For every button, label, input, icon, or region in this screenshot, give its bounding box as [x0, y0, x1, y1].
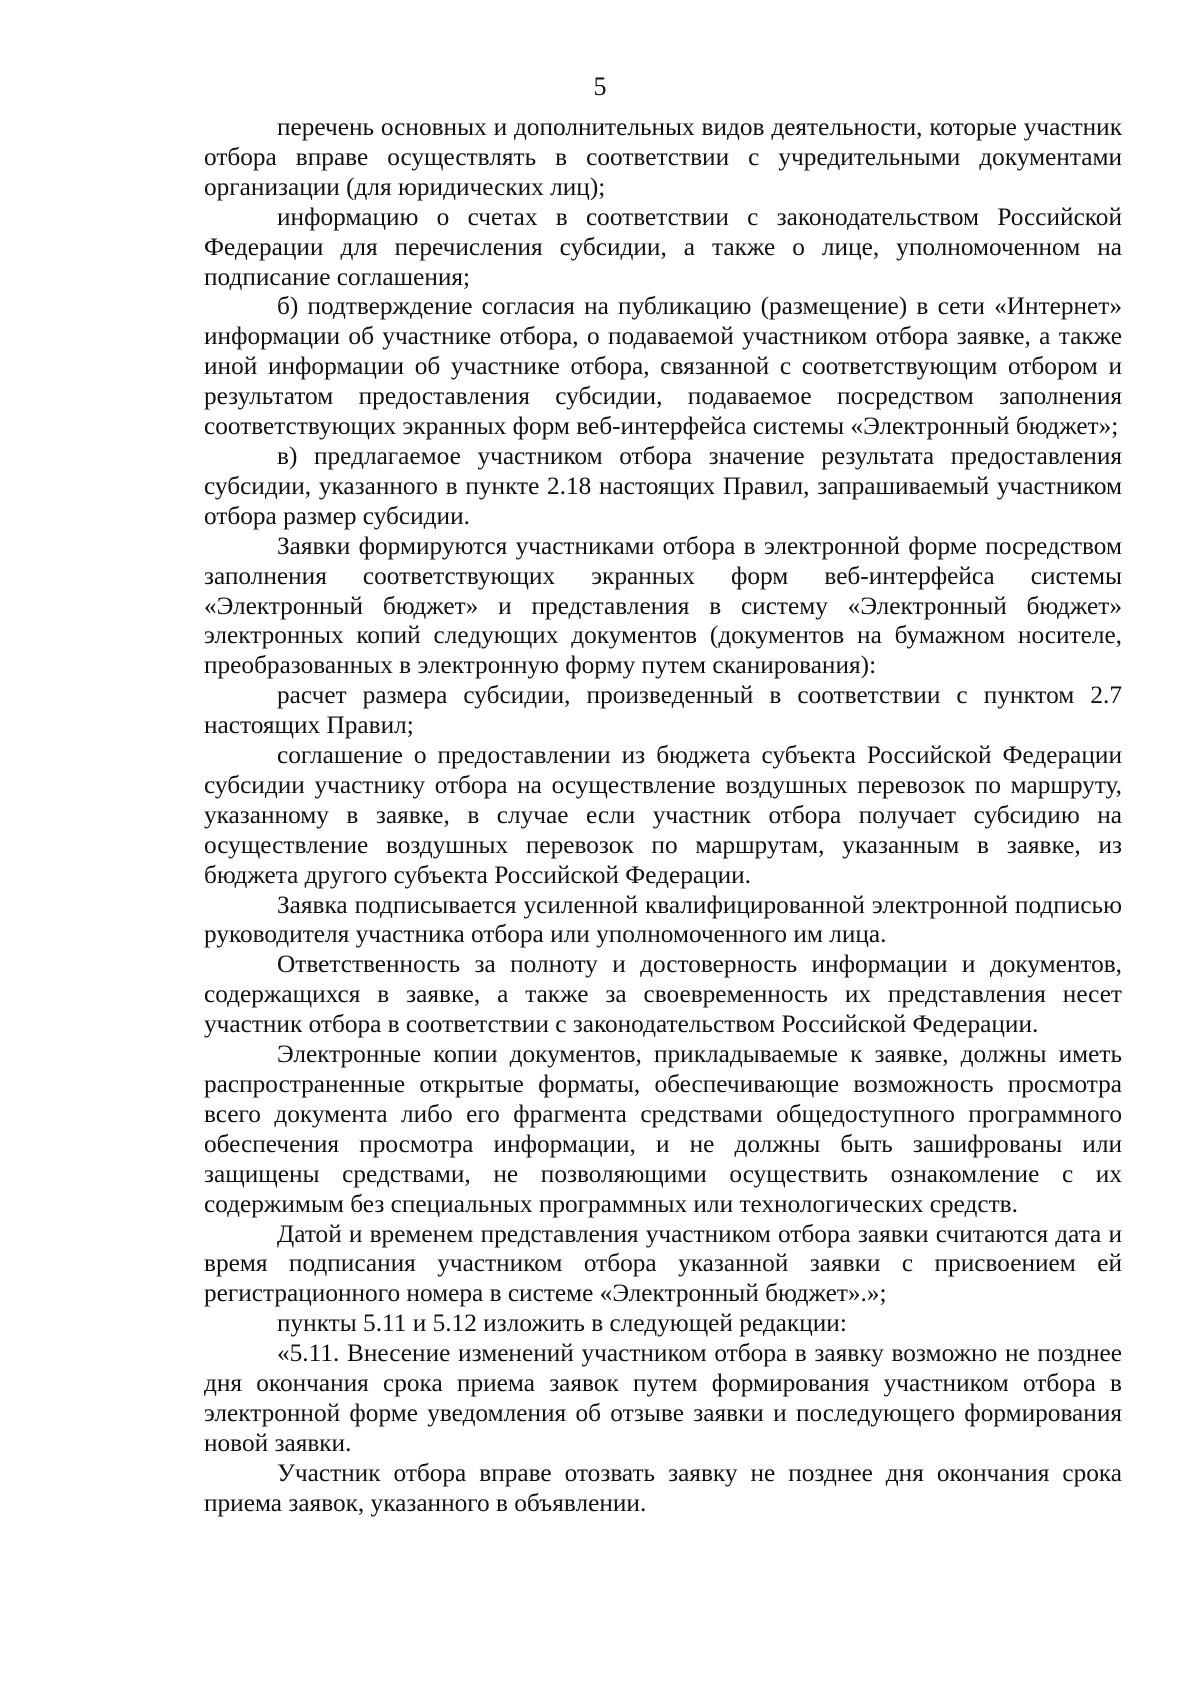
paragraph-signature: Заявка подписывается усиленной квалифицированной электронной подписью руководителя участника отбора или уполномоченного им лица. [204, 890, 1122, 949]
paragraph-proposed-result: в) предлагаемое участником отбора значение результата предоставления субсидии, указанного в пункте 2.18 настоящих Правил, запрашиваемый участником отбора размер субсидии. [204, 441, 1122, 530]
document-body [204, 113, 1122, 1519]
paragraph-application-forming: Заявки формируются участниками отбора в электронной форме посредством заполнения соответствующих экранных форм веб-интерфейса системы «Электронный бюджет» и представления в систему «Электронный бюджет» электронных копий следующих документов (документов на бумажном носителе, преобразованных в электронную форму путем сканирования): [204, 531, 1122, 680]
paragraph-subsidy-calculation: расчет размера субсидии, произведенный в соответствии с пунктом 2.7 настоящих Правил; [204, 681, 1122, 740]
page-number: 5 [593, 72, 607, 101]
paragraph-withdrawal: Участник отбора вправе отозвать заявку не позднее дня окончания срока приема заявок, указанного в объявлении. [204, 1458, 1122, 1517]
paragraph-responsibility: Ответственность за полноту и достоверность информации и документов, содержащихся в заявке, а также за своевременность их представления несет участник отбора в соответствии с законодательством Российской Федерации. [204, 950, 1122, 1039]
paragraph-electronic-copies: Электронные копии документов, прикладываемые к заявке, должны иметь распространенные открытые форматы, обеспечивающие возможность просмотра всего документа либо его фрагмента средствами общедоступного программного обеспечения просмотра информации, и не должны быть зашифрованы или защищены средствами, не позволяющими осуществить ознакомление с их содержимым без специальных программных или технологических средств. [204, 1040, 1122, 1218]
paragraph-budget-agreement: соглашение о предоставлении из бюджета субъекта Российской Федерации субсидии участнику отбора на осуществление воздушных перевозок по маршруту, указанному в заявке, в случае если участник отбора получает субсидию на осуществление воздушных перевозок по маршрутам, указанным в заявке, из бюджета другого субъекта Российской Федерации. [204, 741, 1122, 889]
paragraph-submission-date: Датой и временем представления участником отбора заявки считаются дата и время подписания участником отбора указанной заявки с присвоением ей регистрационного номера в системе «Электронный бюджет».»; [204, 1219, 1122, 1308]
paragraph-publication-consent: б) подтверждение согласия на публикацию (размещение) в сети «Интернет» информации об участнике отбора, о подаваемой участником отбора заявке, а также иной информации об участнике отбора, связанной с соответствующим отбором и результатом предоставления субсидии, подаваемое посредством заполнения соответствующих экранных форм веб-интерфейса системы «Электронный бюджет»; [204, 292, 1122, 441]
paragraph-activity-types: перечень основных и дополнительных видов деятельности, которые участник отбора вправе осуществлять в соответствии с учредительными документами организации (для юридических лиц); [204, 113, 1122, 201]
paragraph-amend-points: пункты 5.11 и 5.12 изложить в следующей редакции: [277, 1309, 847, 1338]
paragraph-accounts-info: информацию о счетах в соответствии с законодательством Российской Федерации для перечисления субсидии, а также о лице, уполномоченном на подписание соглашения; [204, 202, 1122, 291]
paragraph-point-5-11: «5.11. Внесение изменений участником отбора в заявку возможно не позднее дня окончания срока приема заявок путем формирования участником отбора в электронной форме уведомления об отзыве заявки и последующего формирования новой заявки. [204, 1339, 1122, 1457]
